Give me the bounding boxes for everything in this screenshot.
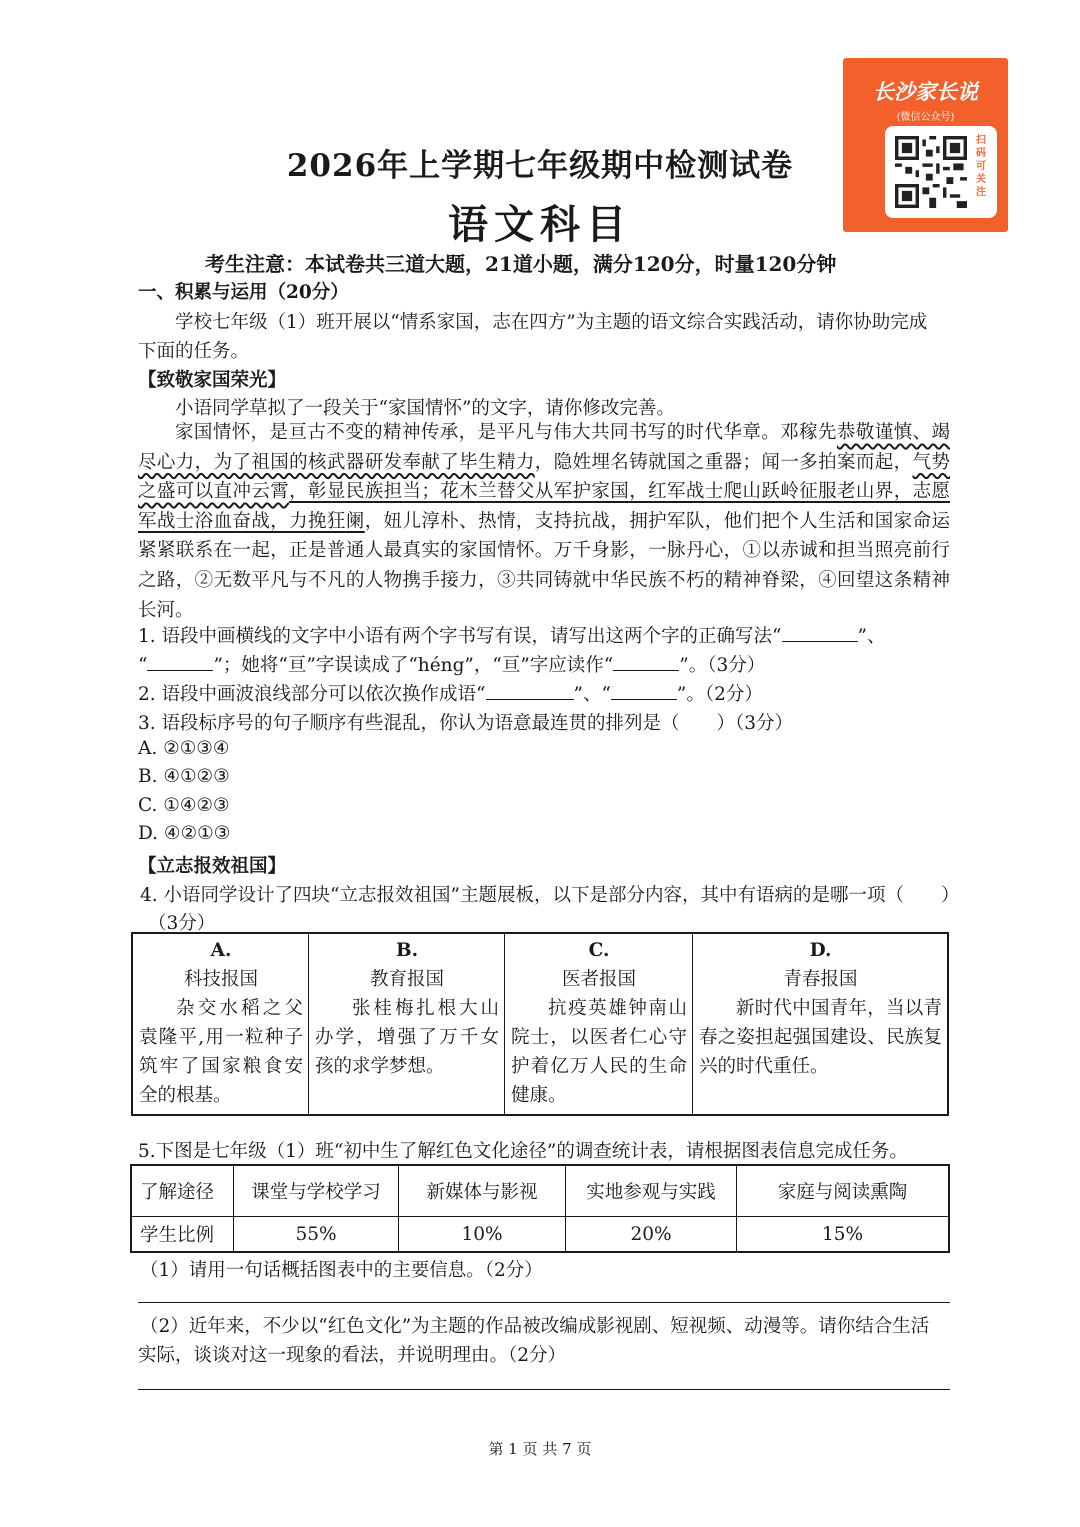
board-a: A. 科技报国 杂交水稻之父袁隆平,用一粒种子筑牢了国家粮食安全的根基。: [132, 933, 309, 1115]
question-5-2-line-1: （2）近年来，不少以“红色文化”为主题的作品被改编成影视剧、短视频、动漫等。请你结合生活: [140, 1316, 930, 1337]
survey-value: 15%: [737, 1217, 950, 1253]
q1-answer-blank-3[interactable]: [613, 652, 679, 671]
task1-intro: 小语同学草拟了一段关于“家国情怀”的文字，请你修改完善。: [175, 398, 675, 419]
board-d: D. 青春报国 新时代中国青年，当以青春之姿担起强国建设、民族复兴的时代重任。: [693, 933, 949, 1115]
answer-line-2[interactable]: [138, 1389, 950, 1390]
survey-value: 20%: [566, 1217, 737, 1253]
option-d[interactable]: D. ④②①③: [138, 823, 231, 844]
marked-char-1: 亘: [288, 422, 308, 443]
question-4-line-2: （3分）: [148, 913, 216, 934]
logo-title: 长沙家长说: [873, 80, 978, 104]
scan-hint: 扫码可关注: [976, 135, 986, 198]
question-5-intro: 5.下图是七年级（1）班“初中生了解红色文化途径”的调查统计表，请根据图表信息完成任务。: [138, 1141, 908, 1162]
question-1-line-1: 1. 语段中画横线的文字中小语有两个字书写有误，请写出这两个字的正确写法“ ”、: [138, 622, 885, 648]
survey-value: 10%: [399, 1217, 566, 1253]
survey-value: 55%: [234, 1217, 399, 1253]
q2-answer-blank-2[interactable]: [611, 681, 677, 700]
option-b[interactable]: B. ④①②③: [138, 766, 230, 787]
survey-column: 课堂与学校学习: [234, 1165, 399, 1217]
option-c[interactable]: C. ①④②③: [138, 795, 230, 816]
survey-column: 家庭与阅读熏陶: [737, 1165, 950, 1217]
q1-answer-blank-1[interactable]: [782, 623, 858, 642]
question-5-2-line-2: 实际，谈谈对这一现象的看法，并说明理由。（2分）: [138, 1345, 567, 1366]
question-4-line-1: 4. 小语同学设计了四块“立志报效祖国”主题展板，以下是部分内容，其中有语病的是哪一项（ ）: [140, 885, 960, 906]
q1-answer-blank-2[interactable]: [147, 652, 213, 671]
board-c: C. 医者报国 抗疫英雄钟南山院士，以医者仁心守护着亿万人民的生命健康。: [505, 933, 693, 1115]
survey-row-label-2: 学生比例: [131, 1217, 234, 1253]
question-3: 3. 语段标序号的句子顺序有些混乱，你认为语意最连贯的排列是（ ）（3分）: [138, 713, 794, 734]
logo-subtitle: (微信公众号): [896, 112, 955, 123]
wavy-phrase-2: 气势之盛可以直冲云霄: [138, 451, 950, 503]
question-5-1: （1）请用一句话概括图表中的主要信息。（2分）: [140, 1260, 543, 1281]
intro-line-2: 下面的任务。: [138, 341, 250, 362]
task1-title: 【致敬家国荣光】: [138, 370, 287, 391]
marked-char-2: 阑: [345, 510, 365, 532]
exam-title: 2026年上学期七年级期中检测试卷: [286, 148, 794, 184]
question-1-line-2: “ ”；她将“亘”字误读成了“héng”，“亘”字应读作“ ”。（3分）: [138, 651, 765, 677]
option-a[interactable]: A. ②①③④: [138, 738, 230, 759]
q2-answer-blank-1[interactable]: [486, 681, 574, 700]
page-footer: 第 1 页 共 7 页: [488, 1440, 592, 1458]
exam-notice: 考生注意：本试卷共三道大题，21道小题，满分120分，时量120分钟: [205, 252, 837, 276]
question-2: 2. 语段中画波浪线部分可以依次换作成语“ ”、“ ”。（2分）: [138, 680, 763, 706]
passage: 家国情怀，是亘古不变的精神传承，是平凡与伟大共同书写的时代华章。邓稼先恭敬谨慎、竭尽心力，为了祖国的核武器研发奉献了毕生精力，隐姓埋名铸就国之重器；闻一多拍案而起，气势之盛可以直冲云霄，彰显民族担当；花木兰替父从军护家国，红军战士爬山跃岭征服老山界，志愿军战士浴血奋战，力挽狂阑，妞儿淳朴、热情，支持抗战，拥护军队，他们把个人生活和国家命运紧紧联系在一起，正是普通人最真实的家国情怀。万千身影，一脉丹心，①以赤诚和担当照亮前行之路，②无数平凡与不凡的人物携手接力，③共同铸就中华民族不朽的精神脊梁，④回望这条精神长河。: [138, 422, 950, 621]
survey-row-label-1: 了解途径: [131, 1165, 234, 1217]
exam-subject: 语文科目: [448, 201, 632, 248]
wavy-phrase-1: 恭敬谨慎、竭尽心力，为了祖国的核武器研发奉献了毕生精力: [138, 422, 950, 473]
board-b: B. 教育报国 张桂梅扎根大山办学，增强了万千女孩的求学梦想。: [309, 933, 505, 1115]
survey-column: 新媒体与影视: [399, 1165, 566, 1217]
answer-line-1[interactable]: [138, 1302, 950, 1303]
intro-line-1: 学校七年级（1）班开展以“情系家国，志在四方”为主题的语文综合实践活动，请你协助完成: [175, 312, 928, 333]
survey-table: [130, 1164, 950, 1253]
survey-column: 实地参观与实践: [566, 1165, 737, 1217]
section-heading: 一、积累与运用（20分）: [138, 282, 349, 303]
boards-table: [131, 932, 949, 1116]
task2-title: 【立志报效祖国】: [138, 856, 287, 877]
underlined-phrase: ，彰显民族担当；花木兰替父从军护家国，红军战士爬山跃岭征服老山界，志愿军战士浴血奋战，力挽狂阑: [138, 481, 950, 532]
